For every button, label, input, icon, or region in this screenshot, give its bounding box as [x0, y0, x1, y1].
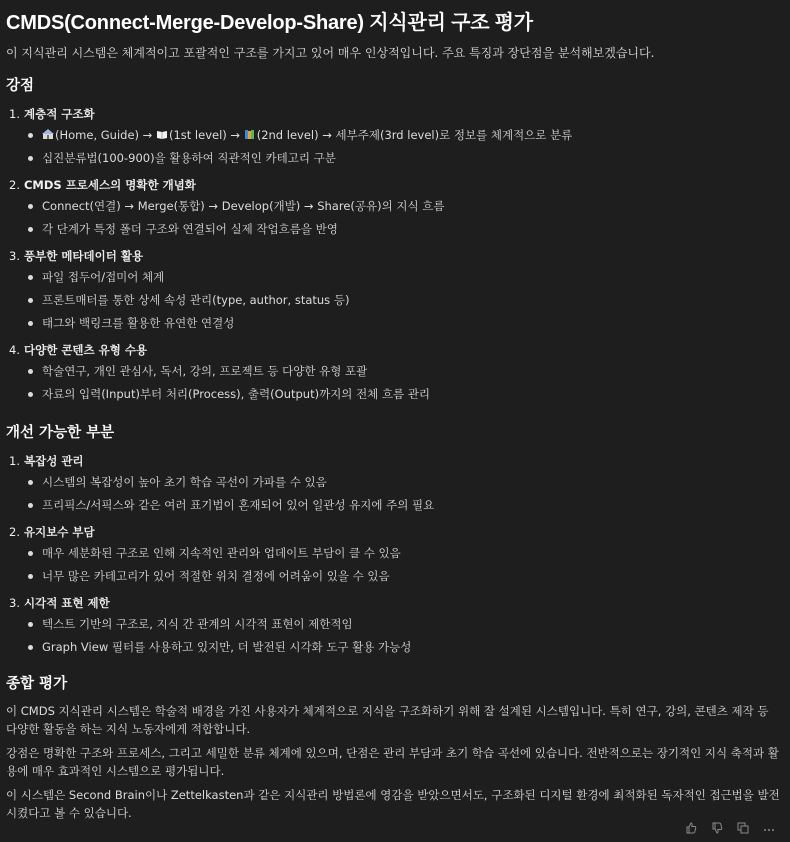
list-item: 시스템의 복잡성이 높아 초기 학습 곡선이 가파를 수 있음: [26, 474, 782, 491]
strength-title: 계층적 구조화: [23, 107, 95, 121]
bullet-list: [6, 127, 782, 167]
list-item: 프론트매터를 통한 상세 속성 관리(type, author, status 등): [26, 292, 782, 309]
bullet-list: [6, 269, 782, 332]
more-icon[interactable]: [762, 822, 776, 836]
strength-item: 3. 풍부한 메타데이터 활용 파일 접두어/접미어 체계 프론트매터를 통한 상세 속성 관리(type, author, status 등) 태그와 백링크를 활용한 유연한 연결성: [6, 248, 782, 332]
list-item: (Home, Guide) → (1st level) → (2nd level) → 세부주제(3rd level)로 정보를 체계적으로 분류: [26, 127, 782, 144]
list-item: 학술연구, 개인 관심사, 독서, 강의, 프로젝트 등 다양한 유형 포괄: [26, 363, 782, 380]
summary-paragraph: 이 CMDS 지식관리 시스템은 학술적 배경을 가진 사용자가 체계적으로 지식을 구조화하기 위해 잘 설계된 시스템입니다. 특히 연구, 강의, 콘텐츠 제작 등 다양한 활동을 하는 지식 노동자에게 적합합니다.: [6, 704, 769, 736]
bullet-list: [6, 198, 782, 238]
list-item: 자료의 입력(Input)부터 처리(Process), 출력(Output)까지의 전체 흐름 관리: [26, 386, 782, 403]
intro-text: 이 지식관리 시스템은 체계적이고 포괄적인 구조를 가지고 있어 매우 인상적입니다. 주요 특징과 장단점을 분석해보겠습니다.: [6, 46, 655, 60]
bullet-list: [6, 363, 782, 403]
summary-paragraph: 강점은 명확한 구조와 프로세스, 그리고 세밀한 분류 체계에 있으며, 단점은 관리 부담과 초기 학습 곡선에 있습니다. 전반적으로는 장기적인 지식 축적과 활용에 매우 효과적인 시스템으로 평가됩니다.: [6, 746, 779, 778]
list-item: 너무 많은 카테고리가 있어 적절한 위치 결정에 어려움이 있을 수 있음: [26, 568, 782, 585]
strength-item: 2. CMDS 프로세스의 명확한 개념화 Connect(연결) → Merge(통합) → Develop(개발) → Share(공유)의 지식 흐름 각 단계가 특정 폴더 구조와 연결되어 실제 작업흐름을 반영: [6, 177, 782, 238]
thumbs-down-icon[interactable]: [710, 822, 724, 836]
improvement-title: 시각적 표현 제한: [23, 596, 110, 610]
list-item: 파일 접두어/접미어 체계: [26, 269, 782, 286]
page-title: CMDS(Connect-Merge-Develop-Share) 지식관리 구조 평가: [6, 12, 533, 34]
improvements-heading: 개선 가능한 부분: [6, 425, 115, 441]
list-item: 매우 세분화된 구조로 인해 지속적인 관리와 업데이트 부담이 클 수 있음: [26, 545, 782, 562]
list-item: Graph View 필터를 사용하고 있지만, 더 발전된 시각화 도구 활용 가능성: [26, 639, 782, 656]
strength-title: 다양한 콘텐츠 유형 수용: [23, 343, 148, 357]
bullet-list: [6, 616, 782, 656]
list-item: 십진분류법(100-900)을 활용하여 직관적인 카테고리 구분: [26, 150, 782, 167]
list-item: Connect(연결) → Merge(통합) → Develop(개발) → Share(공유)의 지식 흐름: [26, 198, 782, 215]
thumbs-up-icon[interactable]: [684, 822, 698, 836]
books-icon: [244, 129, 256, 140]
response-content: [6, 0, 782, 828]
improvement-item: 3. 시각적 표현 제한 텍스트 기반의 구조로, 지식 간 관계의 시각적 표현이 제한적임 Graph View 필터를 사용하고 있지만, 더 발전된 시각화 도구 활용 가능성: [6, 595, 782, 656]
strength-title: 풍부한 메타데이터 활용: [23, 249, 144, 263]
improvement-title: 복잡성 관리: [23, 454, 84, 468]
improvement-title: 유지보수 부담: [23, 525, 95, 539]
list-item: 프리픽스/서픽스와 같은 여러 표기법이 혼재되어 있어 일관성 유지에 주의 필요: [26, 497, 782, 514]
summary-heading: 종합 평가: [6, 676, 68, 692]
list-item: 텍스트 기반의 구조로, 지식 간 관계의 시각적 표현이 제한적임: [26, 616, 782, 633]
bullet-list: [6, 474, 782, 514]
list-item: 태그와 백링크를 활용한 유연한 연결성: [26, 315, 782, 332]
house-icon: [42, 129, 54, 140]
message-actions: [684, 822, 776, 836]
copy-icon[interactable]: [736, 822, 750, 836]
improvement-item: 1. 복잡성 관리 시스템의 복잡성이 높아 초기 학습 곡선이 가파를 수 있음 프리픽스/서픽스와 같은 여러 표기법이 혼재되어 있어 일관성 유지에 주의 필요: [6, 453, 782, 514]
open-book-icon: [156, 129, 168, 140]
strengths-heading: 강점: [6, 78, 35, 94]
summary-section: [6, 702, 782, 822]
strength-item: 1. 계층적 구조화 (Home, Guide) → (1st level) → (2nd level) → 세부주제(3rd level)로 정보를 체계적으로 분류 십진분류법(100-900)을 활용하여 직관적인 카테고리 구분: [6, 106, 782, 167]
bullet-list: [6, 545, 782, 585]
improvement-item: 2. 유지보수 부담 매우 세분화된 구조로 인해 지속적인 관리와 업데이트 부담이 클 수 있음 너무 많은 카테고리가 있어 적절한 위치 결정에 어려움이 있을 수 있음: [6, 524, 782, 585]
summary-paragraph: 이 시스템은 Second Brain이나 Zettelkasten과 같은 지식관리 방법론에 영감을 받았으면서도, 구조화된 디지털 환경에 최적화된 독자적인 접근법을 발전시켰다고 볼 수 있습니다.: [6, 788, 780, 820]
strength-item: 4. 다양한 콘텐츠 유형 수용 학술연구, 개인 관심사, 독서, 강의, 프로젝트 등 다양한 유형 포괄 자료의 입력(Input)부터 처리(Process), 출력(Output)까지의 전체 흐름 관리: [6, 342, 782, 403]
list-item: 각 단계가 특정 폴더 구조와 연결되어 실제 작업흐름을 반영: [26, 221, 782, 238]
strength-title: CMDS 프로세스의 명확한 개념화: [23, 178, 196, 192]
